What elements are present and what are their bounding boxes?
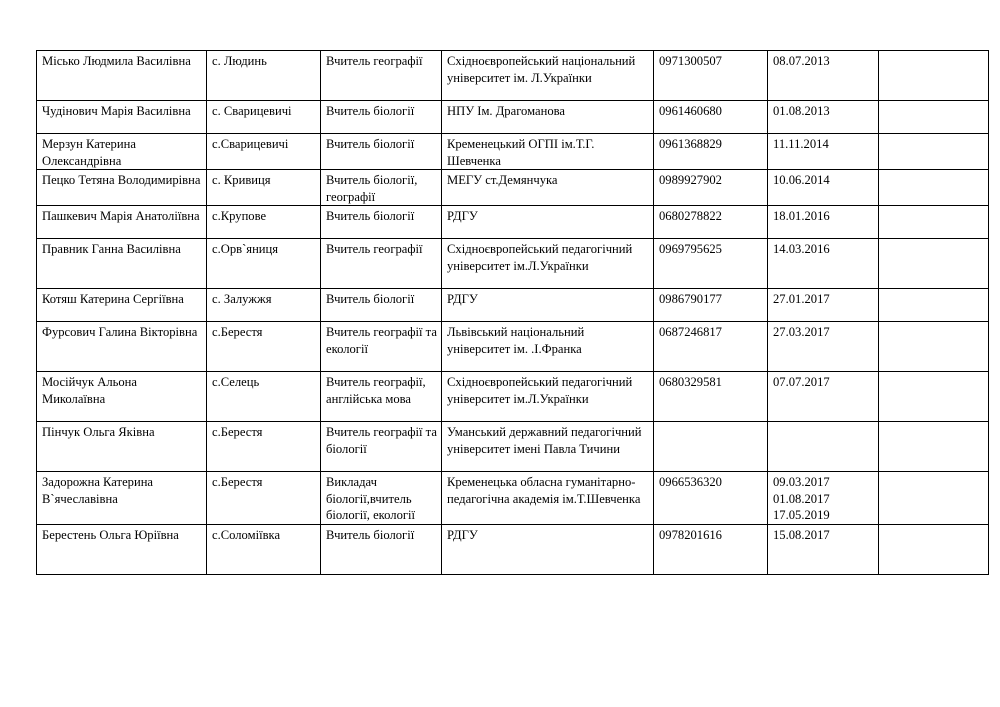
table-row (37, 472, 989, 525)
village-cell: с. Залужжя (207, 289, 321, 322)
village-cell: с.Берестя (207, 422, 321, 472)
education-cell: Східноєвропейський національний університет ім. Л.Українки (442, 51, 654, 101)
village-cell: с. Кривиця (207, 170, 321, 206)
position-cell: Вчитель біології (321, 524, 442, 574)
position-cell: Вчитель географії та екології (321, 322, 442, 372)
note-cell (879, 206, 989, 239)
education-cell: Східноєвропейський педагогічний університет ім.Л.Українки (442, 372, 654, 422)
position-cell: Вчитель біології, географії (321, 170, 442, 206)
teacher-name-cell: Правник Ганна Василівна (37, 239, 207, 289)
phone-cell: 0687246817 (654, 322, 768, 372)
position-cell: Вчитель географії (321, 239, 442, 289)
date-value: 09.03.2017 (773, 475, 830, 489)
teacher-name-cell: Берестень Ольга Юріївна (37, 524, 207, 574)
note-cell (879, 170, 989, 206)
village-cell: с.Сварицевичі (207, 134, 321, 170)
teacher-name-cell: Мерзун Катерина Олександрівна (37, 134, 207, 170)
teacher-name-cell: Мосійчук Альона Миколаївна (37, 372, 207, 422)
teacher-name-cell: Котяш Катерина Сергіївна (37, 289, 207, 322)
date-value: 10.06.2014 (773, 173, 830, 187)
education-cell: Кременецький ОГПІ ім.Т.Г. Шевченка (442, 134, 654, 170)
table-row (37, 524, 989, 574)
teacher-name-cell: Пецко Тетяна Володимирівна (37, 170, 207, 206)
education-cell: РДГУ (442, 524, 654, 574)
table-row (37, 422, 989, 472)
phone-cell: 0961368829 (654, 134, 768, 170)
date-value: 27.03.2017 (773, 325, 830, 339)
village-cell: с.Соломіївка (207, 524, 321, 574)
date-value: 08.07.2013 (773, 54, 830, 68)
dates-cell (768, 524, 879, 574)
phone-cell: 0986790177 (654, 289, 768, 322)
dates-cell (768, 101, 879, 134)
note-cell (879, 472, 989, 525)
dates-cell (768, 322, 879, 372)
teacher-name-cell: Чудінович Марія Василівна (37, 101, 207, 134)
date-value: 01.08.2017 (773, 491, 830, 506)
date-value: 01.08.2013 (773, 104, 830, 118)
education-cell: Уманський державний педагогічний університет імені Павла Тичини (442, 422, 654, 472)
position-cell: Вчитель географії, англійська мова (321, 372, 442, 422)
phone-cell: 0971300507 (654, 51, 768, 101)
date-value: 11.11.2014 (773, 137, 829, 151)
note-cell (879, 101, 989, 134)
note-cell (879, 322, 989, 372)
dates-cell (768, 206, 879, 239)
dates-cell (768, 289, 879, 322)
village-cell: с.Селець (207, 372, 321, 422)
note-cell (879, 51, 989, 101)
position-cell: Вчитель біології (321, 134, 442, 170)
education-cell: Кременецька обласна гуманітарно-педагогічна академія ім.Т.Шевченка (442, 472, 654, 525)
village-cell: с.Крупове (207, 206, 321, 239)
phone-cell: 0961460680 (654, 101, 768, 134)
village-cell: с. Людинь (207, 51, 321, 101)
teacher-name-cell: Місько Людмила Василівна (37, 51, 207, 101)
date-value: 27.01.2017 (773, 292, 830, 306)
dates-cell (768, 170, 879, 206)
village-cell: с.Берестя (207, 472, 321, 525)
village-cell: с.Берестя (207, 322, 321, 372)
note-cell (879, 422, 989, 472)
date-value: 07.07.2017 (773, 375, 830, 389)
position-cell: Викладач біології,вчитель біології, екології (321, 472, 442, 525)
village-cell: с.Орв`яниця (207, 239, 321, 289)
note-cell (879, 524, 989, 574)
position-cell: Вчитель біології (321, 289, 442, 322)
teacher-name-cell: Пашкевич Марія Анатоліївна (37, 206, 207, 239)
table-body (37, 51, 989, 575)
dates-cell (768, 372, 879, 422)
note-cell (879, 372, 989, 422)
phone-cell: 0680278822 (654, 206, 768, 239)
education-cell: РДГУ (442, 289, 654, 322)
table-row (37, 206, 989, 239)
note-cell (879, 289, 989, 322)
date-value: 14.03.2016 (773, 242, 830, 256)
table-row (37, 322, 989, 372)
phone-cell: 0966536320 (654, 472, 768, 525)
table-row (37, 170, 989, 206)
position-cell: Вчитель географії та біології (321, 422, 442, 472)
date-value: 18.01.2016 (773, 209, 830, 223)
table-row (37, 289, 989, 322)
position-cell: Вчитель біології (321, 101, 442, 134)
table-row (37, 134, 989, 170)
phone-cell: 0969795625 (654, 239, 768, 289)
village-cell: с. Сварицевичі (207, 101, 321, 134)
education-cell: Львівський національний університет ім. .І.Франка (442, 322, 654, 372)
phone-cell: 0680329581 (654, 372, 768, 422)
dates-cell (768, 422, 879, 472)
position-cell: Вчитель географії (321, 51, 442, 101)
table-row (37, 239, 989, 289)
education-cell: РДГУ (442, 206, 654, 239)
table-row (37, 101, 989, 134)
dates-cell (768, 134, 879, 170)
education-cell: НПУ Ім. Драгоманова (442, 101, 654, 134)
education-cell: Східноєвропейський педагогічний університет ім.Л.Українки (442, 239, 654, 289)
date-value: 15.08.2017 (773, 527, 830, 542)
note-cell (879, 134, 989, 170)
teacher-name-cell: Задорожна Катерина В`ячеславівна (37, 472, 207, 525)
education-cell: МЕГУ ст.Демянчука (442, 170, 654, 206)
note-cell (879, 239, 989, 289)
position-cell: Вчитель біології (321, 206, 442, 239)
dates-cell (768, 472, 879, 525)
phone-cell (654, 422, 768, 472)
date-value: 17.05.2019 (773, 508, 830, 522)
staff-table (36, 50, 989, 575)
dates-cell (768, 51, 879, 101)
teacher-name-cell: Фурсович Галина Вікторівна (37, 322, 207, 372)
phone-cell: 0978201616 (654, 524, 768, 574)
table-row (37, 372, 989, 422)
dates-cell (768, 239, 879, 289)
teacher-name-cell: Пінчук Ольга Яківна (37, 422, 207, 472)
table-row (37, 51, 989, 101)
phone-cell: 0989927902 (654, 170, 768, 206)
